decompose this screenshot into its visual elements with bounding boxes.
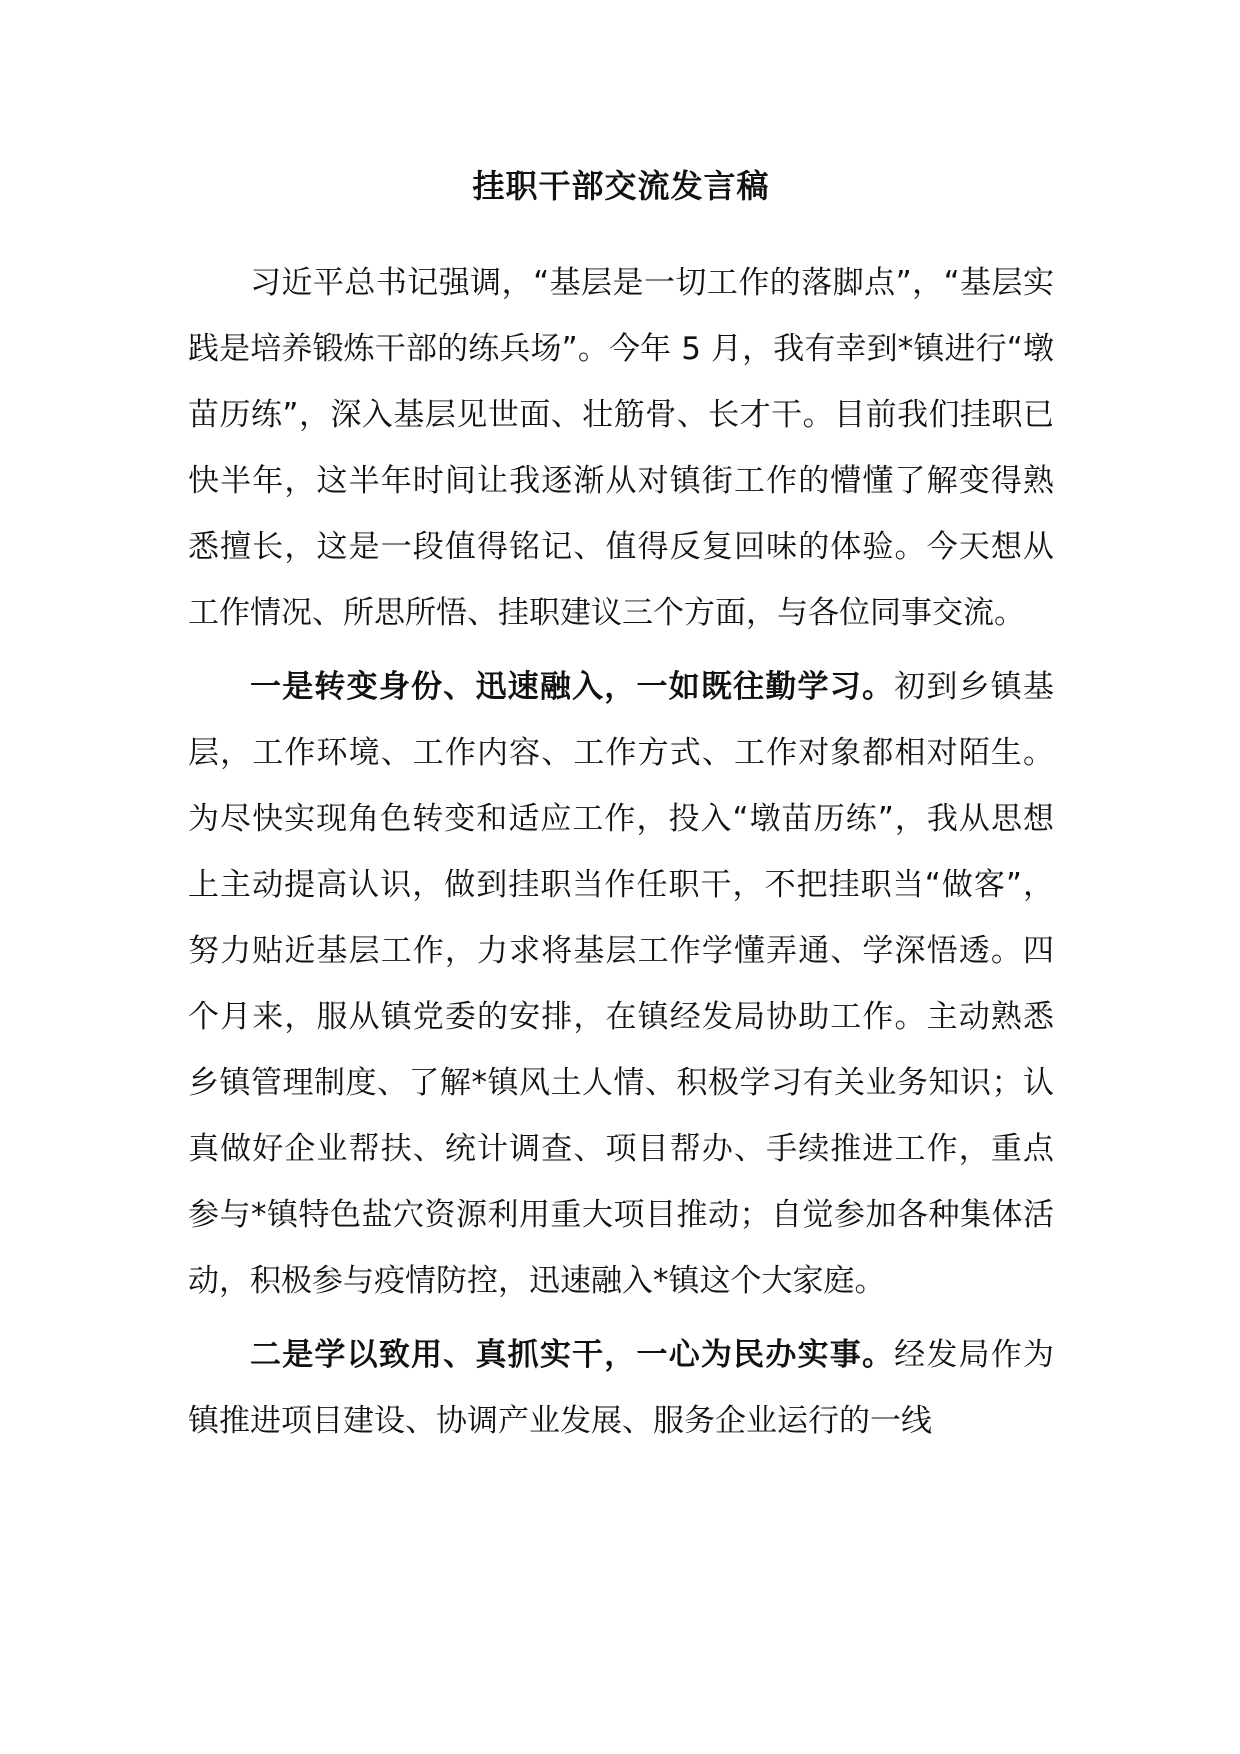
paragraph-point-one-text: 初到乡镇基层，工作环境、工作内容、工作方式、工作对象都相对陌生。为尽快实现角色转变和适应工作，投入“墩苗历练”，我从思想上主动提高认识，做到挂职当作任职干，不把挂职当“做客”，努力贴近基层工作，力求将基层工作学懂弄通、学深悟透。四个月来，服从镇党委的安排，在镇经发局协助工作。主动熟悉乡镇管理制度、了解*镇风土人情、积极学习有关业务知识；认真做好企业帮扶、统计调查、项目帮办、手续推进工作，重点参与*镇特色盐穴资源利用重大项目推动；自觉参加各种集体活动，积极参与疫情防控，迅速融入*镇这个大家庭。 [188,669,1055,1299]
paragraph-point-one [188,654,1054,1314]
document-title: 挂职干部交流发言稿 [472,167,770,205]
paragraph-point-two-text: 经发局作为镇推进项目建设、协调产业发展、服务企业运行的一线 [188,1337,1055,1439]
paragraph-point-two-lead: 二是学以致用、真抓实干，一心为民办实事。 [250,1337,895,1373]
document-page [188,160,1054,1462]
paragraph-point-one-lead: 一是转变身份、迅速融入，一如既往勤学习。 [250,669,895,705]
paragraph-intro [188,250,1054,646]
paragraph-point-two [188,1322,1054,1454]
paragraph-intro-text: 习近平总书记强调，“基层是一切工作的落脚点”，“基层实践是培养锻炼干部的练兵场”。今年 5 月，我有幸到*镇进行“墩苗历练”，深入基层见世面、壮筋骨、长才干。目前我们挂职已快半年，这半年时间让我逐渐从对镇街工作的懵懂了解变得熟悉擅长，这是一段值得铭记、值得反复回味的体验。今天想从工作情况、所思所悟、挂职建议三个方面，与各位同事交流。 [188,265,1054,631]
